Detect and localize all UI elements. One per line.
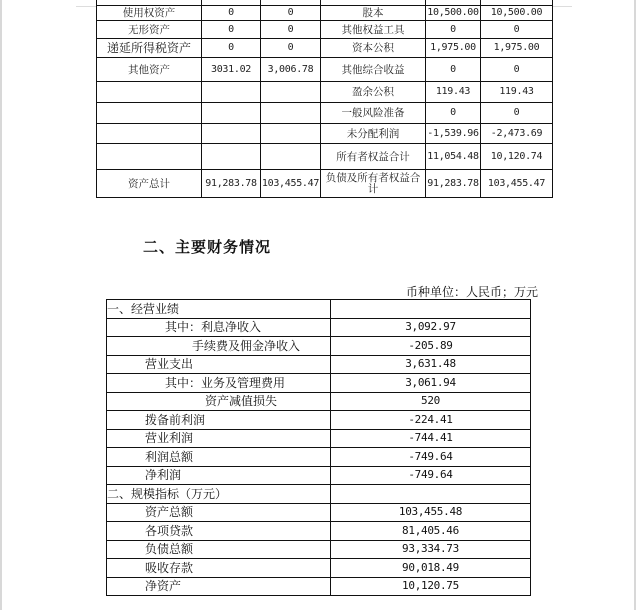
financial-item-label: 二、规模指标（万元） <box>107 485 331 504</box>
equity-value-current: 103,455.47 <box>481 170 553 198</box>
asset-value-current <box>261 82 321 103</box>
financial-row <box>107 392 531 411</box>
balance-sheet-row <box>97 21 553 39</box>
equity-value-prior: 91,283.78 <box>426 170 481 198</box>
financial-item-label: 其中：业务及管理费用 <box>107 374 331 393</box>
financial-row <box>107 300 531 319</box>
equity-label: 其他权益工具 <box>321 21 426 39</box>
equity-value-current: 0 <box>481 103 553 124</box>
balance-sheet-row <box>97 144 553 170</box>
equity-value-current: 10,120.74 <box>481 144 553 170</box>
financial-row <box>107 577 531 596</box>
financial-item-value: 3,092.97 <box>331 318 531 337</box>
financial-item-value: -749.64 <box>331 466 531 485</box>
equity-value-prior: 0 <box>426 58 481 82</box>
financial-item-label: 拨备前利润 <box>107 411 331 430</box>
asset-value-prior: 0 <box>202 6 261 21</box>
financial-item-label: 吸收存款 <box>107 559 331 578</box>
financial-item-value: 3,061.94 <box>331 374 531 393</box>
asset-value-prior <box>202 82 261 103</box>
financial-item-label: 其中：利息净收入 <box>107 318 331 337</box>
financial-summary-table <box>106 299 531 596</box>
financial-row <box>107 503 531 522</box>
asset-value-current <box>261 124 321 144</box>
financial-item-value: -205.89 <box>331 337 531 356</box>
asset-value-current <box>261 103 321 124</box>
balance-sheet-row <box>97 103 553 124</box>
equity-value-prior: -1,539.96 <box>426 124 481 144</box>
equity-label: 所有者权益合计 <box>321 144 426 170</box>
financial-item-value: 90,018.49 <box>331 559 531 578</box>
financial-row <box>107 355 531 374</box>
equity-value-current: 1,975.00 <box>481 39 553 58</box>
financial-item-label: 资产减值损失 <box>107 392 331 411</box>
financial-row <box>107 466 531 485</box>
asset-value-prior: 0 <box>202 21 261 39</box>
financial-item-value: 520 <box>331 392 531 411</box>
currency-unit-label: 币种单位：人民币；万元 <box>405 285 538 299</box>
financial-item-value: 103,455.48 <box>331 503 531 522</box>
asset-value-current: 0 <box>261 39 321 58</box>
asset-label: 其他资产 <box>97 58 202 82</box>
equity-value-current: 10,500.00 <box>481 6 553 21</box>
balance-sheet-row <box>97 82 553 103</box>
asset-label <box>97 82 202 103</box>
equity-value-current: 0 <box>481 58 553 82</box>
equity-value-current: 0 <box>481 21 553 39</box>
asset-value-current <box>261 144 321 170</box>
equity-value-current: 119.43 <box>481 82 553 103</box>
equity-value-prior: 119.43 <box>426 82 481 103</box>
asset-value-prior: 3031.02 <box>202 58 261 82</box>
financial-item-value: 81,405.46 <box>331 522 531 541</box>
financial-item-value: 3,631.48 <box>331 355 531 374</box>
equity-value-current: -2,473.69 <box>481 124 553 144</box>
section-heading: 二、主要财务情况 <box>143 238 272 256</box>
financial-item-label: 营业支出 <box>107 355 331 374</box>
financial-item-label: 各项贷款 <box>107 522 331 541</box>
equity-value-prior: 1,975.00 <box>426 39 481 58</box>
financial-row <box>107 411 531 430</box>
asset-value-prior <box>202 124 261 144</box>
financial-item-label: 手续费及佣金净收入 <box>107 337 331 356</box>
financial-item-value: 10,120.75 <box>331 577 531 596</box>
asset-value-current: 3,006.78 <box>261 58 321 82</box>
financial-row <box>107 559 531 578</box>
financial-row <box>107 429 531 448</box>
financial-item-label: 净利润 <box>107 466 331 485</box>
financial-item-label: 营业利润 <box>107 429 331 448</box>
equity-label: 股本 <box>321 6 426 21</box>
financial-row <box>107 448 531 467</box>
asset-value-prior <box>202 103 261 124</box>
equity-label: 资本公积 <box>321 39 426 58</box>
page-corner-mark <box>76 0 97 7</box>
financial-row <box>107 522 531 541</box>
asset-value-current: 0 <box>261 21 321 39</box>
financial-item-label: 一、经营业绩 <box>107 300 331 319</box>
balance-sheet-row <box>97 124 553 144</box>
balance-sheet-row <box>97 58 553 82</box>
balance-sheet-table <box>96 0 553 198</box>
financial-item-value: 93,334.73 <box>331 540 531 559</box>
financial-item-value: -749.64 <box>331 448 531 467</box>
equity-label: 盈余公积 <box>321 82 426 103</box>
equity-value-prior: 10,500.00 <box>426 6 481 21</box>
equity-label: 一般风险准备 <box>321 103 426 124</box>
asset-label: 使用权资产 <box>97 6 202 21</box>
asset-value-prior: 0 <box>202 39 261 58</box>
asset-value-prior <box>202 144 261 170</box>
balance-sheet-row <box>97 39 553 58</box>
asset-value-current: 0 <box>261 6 321 21</box>
financial-row <box>107 318 531 337</box>
financial-item-value: -744.41 <box>331 429 531 448</box>
equity-label: 负债及所有者权益合计 <box>321 170 426 198</box>
balance-sheet-row <box>97 6 553 21</box>
financial-row <box>107 540 531 559</box>
asset-label: 资产总计 <box>97 170 202 198</box>
financial-item-label: 净资产 <box>107 577 331 596</box>
financial-item-label: 利润总额 <box>107 448 331 467</box>
page-edge-left <box>0 0 2 610</box>
financial-item-value: -224.41 <box>331 411 531 430</box>
equity-label: 未分配利润 <box>321 124 426 144</box>
page-corner-mark <box>552 0 572 7</box>
equity-value-prior: 11,054.48 <box>426 144 481 170</box>
asset-label <box>97 124 202 144</box>
equity-value-prior: 0 <box>426 21 481 39</box>
asset-value-prior: 91,283.78 <box>202 170 261 198</box>
asset-value-current: 103,455.47 <box>261 170 321 198</box>
financial-item-label: 负债总额 <box>107 540 331 559</box>
financial-row <box>107 337 531 356</box>
balance-sheet-row <box>97 170 553 198</box>
financial-row <box>107 374 531 393</box>
asset-label <box>97 103 202 124</box>
financial-item-label: 资产总额 <box>107 503 331 522</box>
financial-row <box>107 485 531 504</box>
equity-value-prior: 0 <box>426 103 481 124</box>
asset-label: 无形资产 <box>97 21 202 39</box>
financial-item-value <box>331 485 531 504</box>
financial-item-value <box>331 300 531 319</box>
equity-label: 其他综合收益 <box>321 58 426 82</box>
asset-label: 递延所得税资产 <box>97 39 202 58</box>
asset-label <box>97 144 202 170</box>
